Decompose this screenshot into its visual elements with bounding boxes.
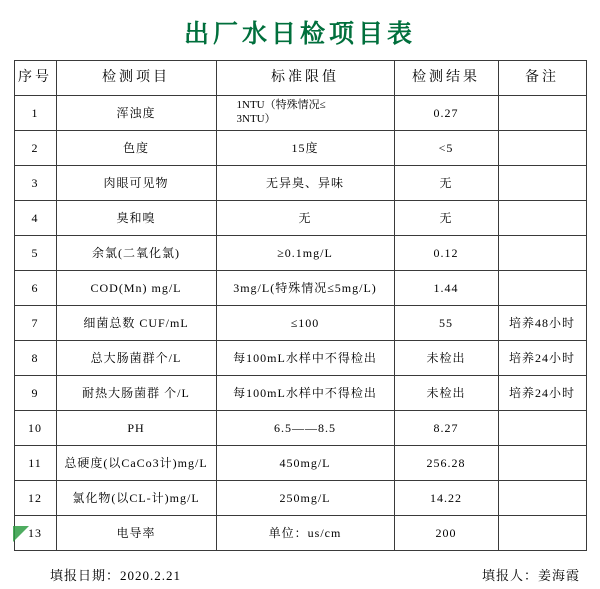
table-row <box>14 516 586 551</box>
row-no: 11 <box>14 446 56 481</box>
table-row <box>14 131 586 166</box>
reporter <box>482 565 580 584</box>
reporter-label: 填报人： <box>481 568 538 583</box>
row-item: 总大肠菌群个/L <box>56 341 216 376</box>
column-header-limit: 标准限值 <box>216 61 394 96</box>
row-result: <5 <box>394 131 498 166</box>
water-daily-inspection-table <box>14 60 587 551</box>
column-header-result: 检测结果 <box>394 61 498 96</box>
row-note <box>498 446 586 481</box>
table-row <box>14 411 586 446</box>
row-result: 无 <box>394 201 498 236</box>
row-item: 电导率 <box>56 516 216 551</box>
row-result: 256.28 <box>394 446 498 481</box>
row-limit: 无 <box>216 201 394 236</box>
row-no: 6 <box>14 271 56 306</box>
table-row <box>14 201 586 236</box>
row-no: 8 <box>14 341 56 376</box>
row-no: 12 <box>14 481 56 516</box>
row-limit: 250mg/L <box>216 481 394 516</box>
column-header-item: 检测项目 <box>56 61 216 96</box>
report-date <box>50 565 181 584</box>
row-item: 总硬度(以CaCo3计)mg/L <box>56 446 216 481</box>
row-note <box>498 131 586 166</box>
table-row <box>14 166 586 201</box>
report-date-value: 2020.2.21 <box>120 568 182 583</box>
row-limit: 每100mL水样中不得检出 <box>216 341 394 376</box>
row-limit: ≤100 <box>216 306 394 341</box>
table-row <box>14 306 586 341</box>
row-note: 培养24小时 <box>498 341 586 376</box>
row-no: 5 <box>14 236 56 271</box>
row-result: 0.12 <box>394 236 498 271</box>
row-result: 未检出 <box>394 341 498 376</box>
row-item: 细菌总数 CUF/mL <box>56 306 216 341</box>
row-note: 培养48小时 <box>498 306 586 341</box>
row-item: 浑浊度 <box>56 96 216 131</box>
row-no: 2 <box>14 131 56 166</box>
table-row <box>14 271 586 306</box>
row-item: 肉眼可见物 <box>56 166 216 201</box>
row-no: 9 <box>14 376 56 411</box>
row-limit: 15度 <box>216 131 394 166</box>
column-header-note: 备注 <box>498 61 586 96</box>
table-row <box>14 376 586 411</box>
table-row <box>14 341 586 376</box>
row-limit <box>216 96 394 131</box>
row-note <box>498 481 586 516</box>
row-no: 10 <box>14 411 56 446</box>
column-header-no: 序号 <box>14 61 56 96</box>
row-limit: 3mg/L(特殊情况≤5mg/L) <box>216 271 394 306</box>
row-limit: ≥0.1mg/L <box>216 236 394 271</box>
row-note <box>498 271 586 306</box>
row-limit: 6.5——8.5 <box>216 411 394 446</box>
row-no: 1 <box>14 96 56 131</box>
row-note <box>498 96 586 131</box>
page-title: 出厂水日检项目表 <box>183 21 416 48</box>
table-row <box>14 96 586 131</box>
row-limit-line2: 3NTU） <box>236 113 276 125</box>
table-row <box>14 481 586 516</box>
row-limit-line1: 1NTU（特殊情况≤ <box>236 99 326 112</box>
footer <box>14 565 586 589</box>
row-limit: 450mg/L <box>216 446 394 481</box>
row-result: 200 <box>394 516 498 551</box>
row-item: 余氯(二氧化氯) <box>56 236 216 271</box>
row-result: 55 <box>394 306 498 341</box>
row-result: 1.44 <box>394 271 498 306</box>
row-note <box>498 166 586 201</box>
row-item: COD(Mn) mg/L <box>56 271 216 306</box>
row-no: 3 <box>14 166 56 201</box>
row-note <box>498 201 586 236</box>
row-item: 臭和嗅 <box>56 201 216 236</box>
row-note <box>498 236 586 271</box>
row-limit: 无异臭、异味 <box>216 166 394 201</box>
row-no: 7 <box>14 306 56 341</box>
row-item: 耐热大肠菌群 个/L <box>56 376 216 411</box>
row-result: 未检出 <box>394 376 498 411</box>
table-row <box>14 446 586 481</box>
row-item: PH <box>56 411 216 446</box>
row-note <box>498 411 586 446</box>
report-date-label: 填报日期： <box>50 568 121 583</box>
row-result: 0.27 <box>394 96 498 131</box>
row-result: 8.27 <box>394 411 498 446</box>
row-result: 无 <box>394 166 498 201</box>
table-header-row <box>14 61 586 96</box>
row-limit: 每100mL水样中不得检出 <box>216 376 394 411</box>
row-item: 色度 <box>56 131 216 166</box>
reporter-value: 姜海霞 <box>537 568 580 583</box>
row-no: 13 <box>14 516 56 551</box>
row-note: 培养24小时 <box>498 376 586 411</box>
triangle-marker-icon <box>13 526 29 542</box>
row-item: 氯化物(以CL-计)mg/L <box>56 481 216 516</box>
row-result: 14.22 <box>394 481 498 516</box>
row-limit: 单位：us/cm <box>216 516 394 551</box>
row-note <box>498 516 586 551</box>
row-no: 4 <box>14 201 56 236</box>
table-row <box>14 236 586 271</box>
